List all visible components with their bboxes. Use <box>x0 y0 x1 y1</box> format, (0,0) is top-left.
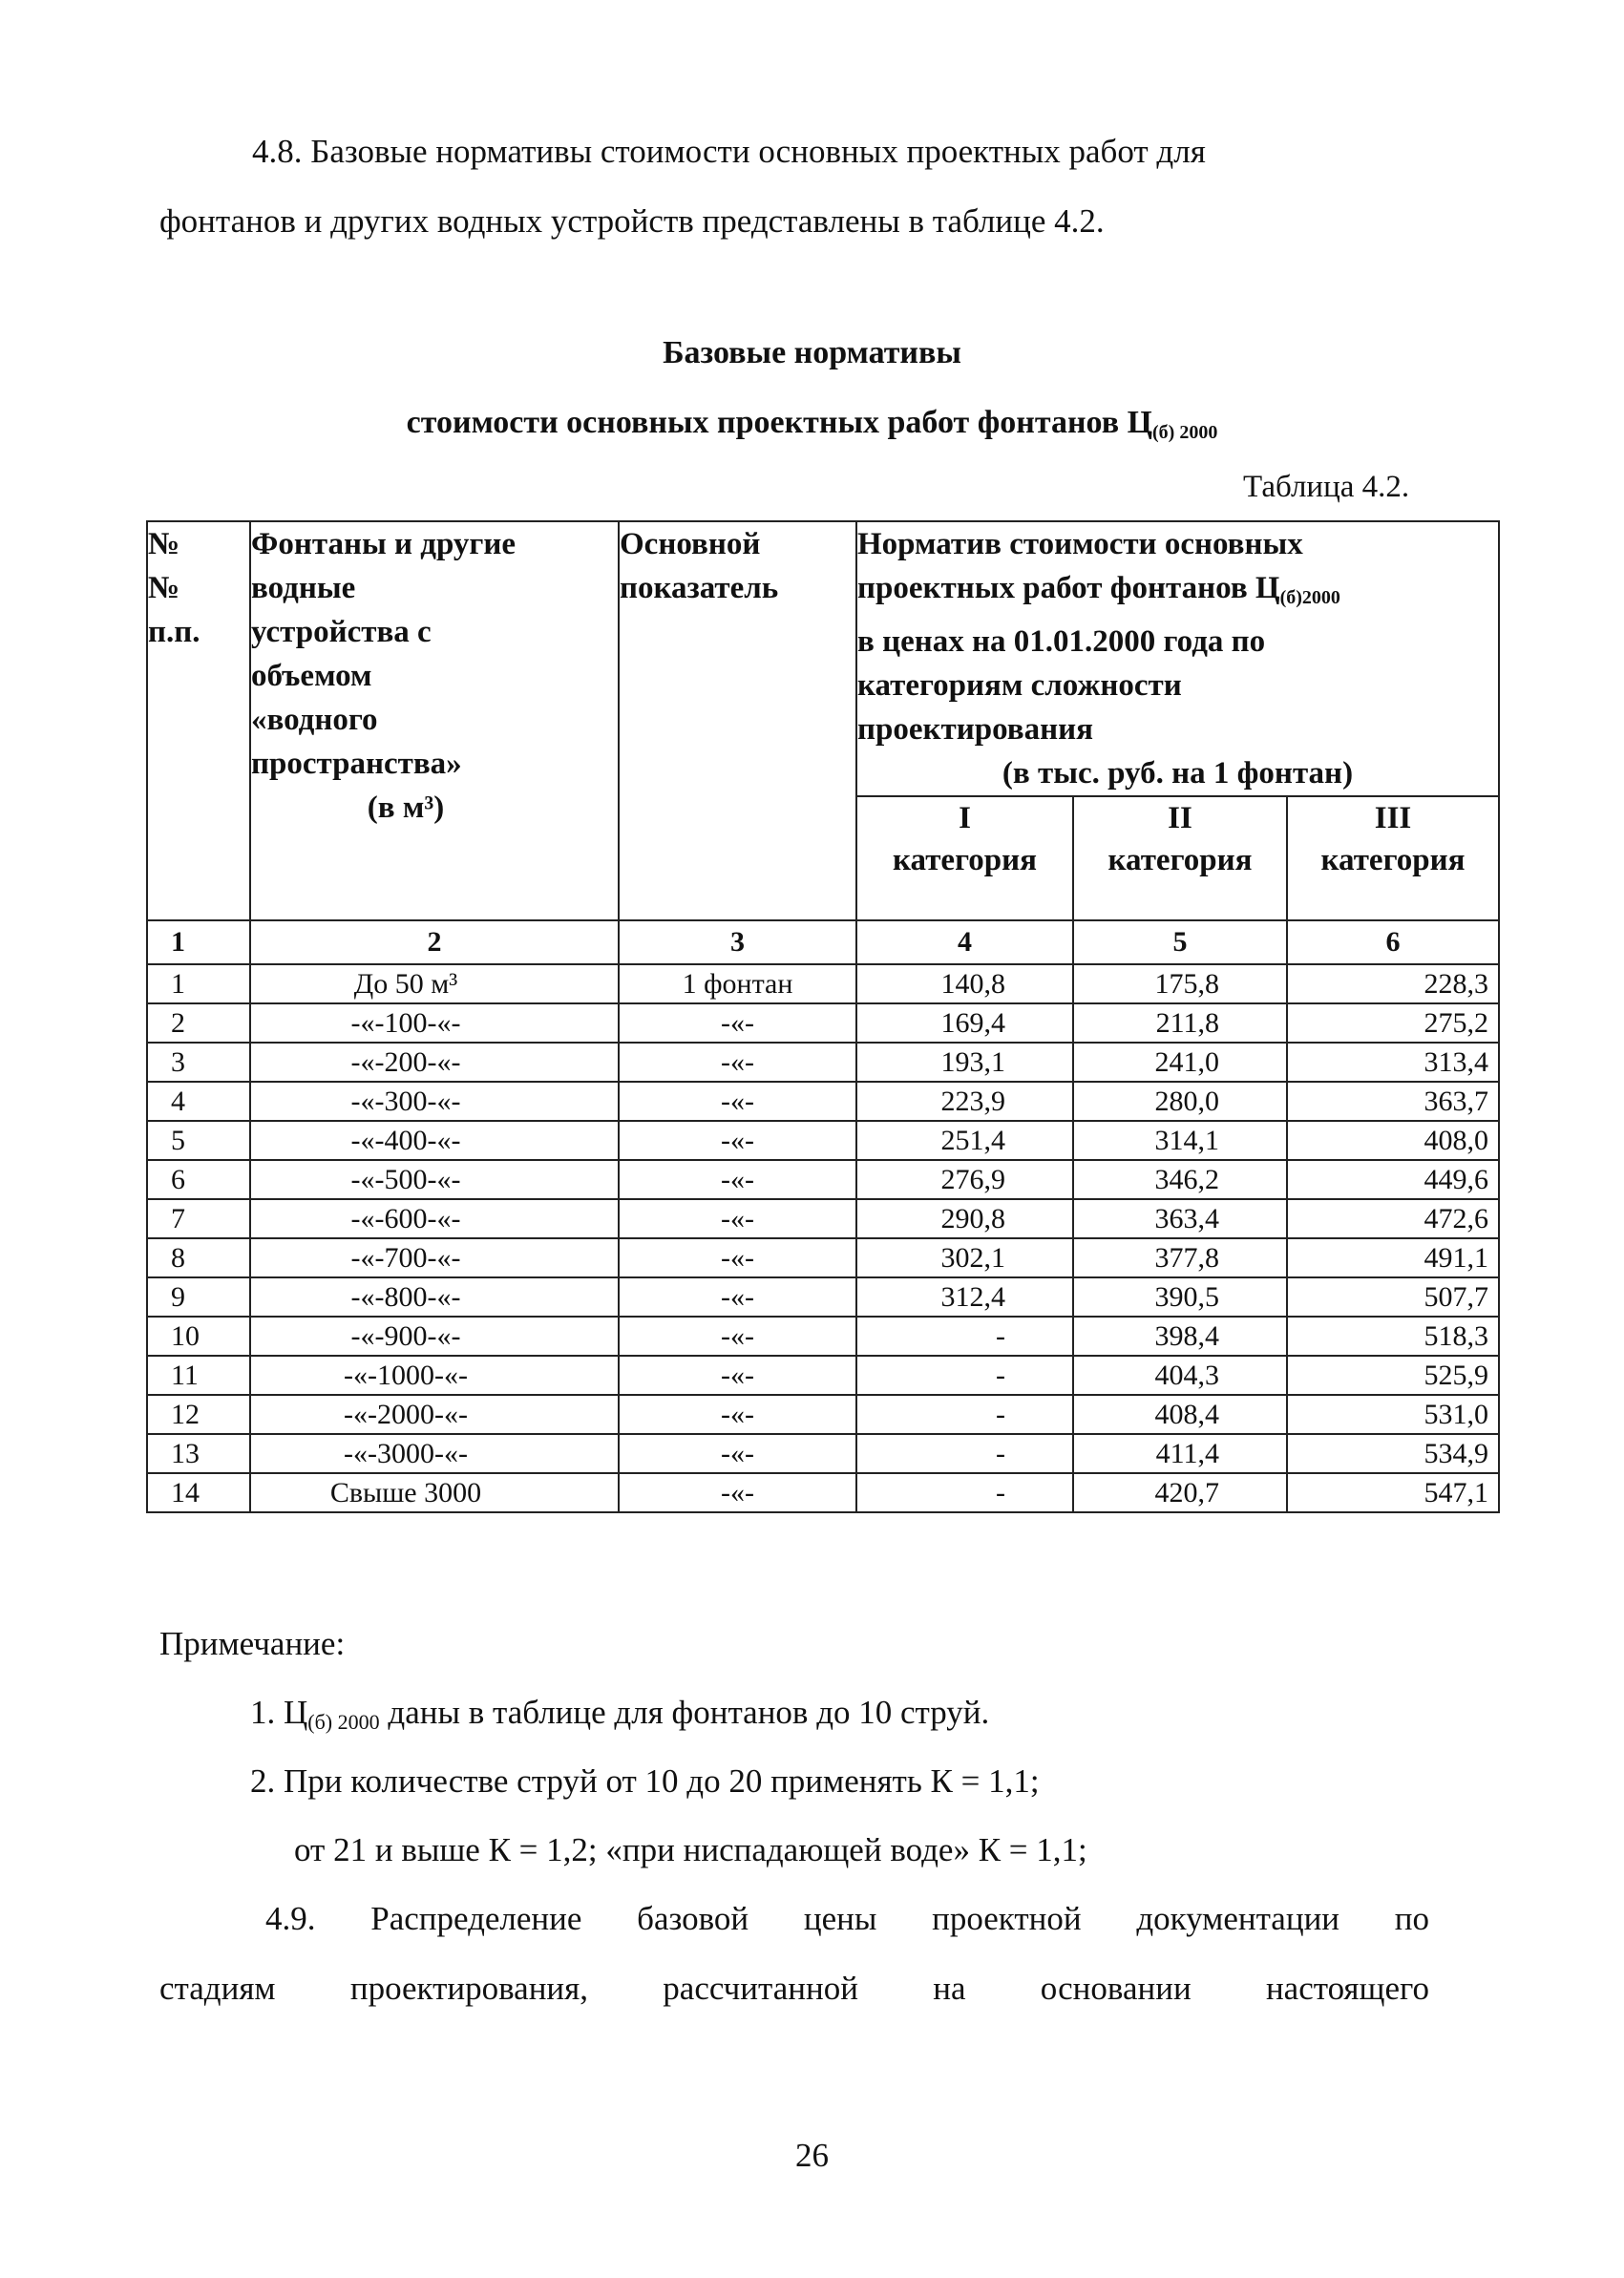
row-volume: -«-100-«- <box>250 1003 619 1043</box>
row-indicator: 1 фонтан <box>619 964 856 1003</box>
header-category-2: II категория <box>1073 796 1287 920</box>
row-volume: -«-300-«- <box>250 1082 619 1121</box>
row-category-3: 518,3 <box>1287 1317 1499 1356</box>
row-category-3: 534,9 <box>1287 1434 1499 1473</box>
table-row <box>147 1003 1499 1043</box>
row-indicator: -«- <box>619 1277 856 1317</box>
row-number: 5 <box>147 1121 250 1160</box>
column-number: 4 <box>856 920 1073 964</box>
row-category-3: 507,7 <box>1287 1277 1499 1317</box>
row-category-2: 411,4 <box>1073 1434 1287 1473</box>
row-category-3: 363,7 <box>1287 1082 1499 1121</box>
row-indicator: -«- <box>619 1082 856 1121</box>
note-3: от 21 и выше К = 1,2; «при ниспадающей воде» К = 1,1; <box>294 1831 1087 1868</box>
row-category-2: 314,1 <box>1073 1121 1287 1160</box>
row-category-3: 547,1 <box>1287 1473 1499 1512</box>
row-category-3: 531,0 <box>1287 1395 1499 1434</box>
row-volume: -«-700-«- <box>250 1238 619 1277</box>
row-number: 7 <box>147 1199 250 1238</box>
header-category-1: I категория <box>856 796 1073 920</box>
row-category-1: 223,9 <box>856 1082 1073 1121</box>
row-volume: -«-1000-«- <box>250 1356 619 1395</box>
row-volume: -«-800-«- <box>250 1277 619 1317</box>
row-number: 11 <box>147 1356 250 1395</box>
row-category-1: 290,8 <box>856 1199 1073 1238</box>
row-number: 14 <box>147 1473 250 1512</box>
column-number: 6 <box>1287 920 1499 964</box>
note-2: 2. При количестве струй от 10 до 20 применять К = 1,1; <box>250 1762 1040 1800</box>
row-category-2: 175,8 <box>1073 964 1287 1003</box>
row-category-1: 302,1 <box>856 1238 1073 1277</box>
intro-line-2: фонтанов и других водных устройств представлены в таблице 4.2. <box>159 202 1105 240</box>
row-category-1: 193,1 <box>856 1043 1073 1082</box>
row-volume: -«-900-«- <box>250 1317 619 1356</box>
header-volume-unit: (в м³) <box>367 791 445 825</box>
row-category-2: 390,5 <box>1073 1277 1287 1317</box>
column-number: 3 <box>619 920 856 964</box>
row-number: 1 <box>147 964 250 1003</box>
row-volume: -«-200-«- <box>250 1043 619 1082</box>
table-title-line-2 <box>0 405 1624 444</box>
row-indicator: -«- <box>619 1043 856 1082</box>
row-category-1: - <box>856 1317 1073 1356</box>
column-number: 2 <box>250 920 619 964</box>
row-category-2: 420,7 <box>1073 1473 1287 1512</box>
row-indicator: -«- <box>619 1395 856 1434</box>
row-number: 6 <box>147 1160 250 1199</box>
row-indicator: -«- <box>619 1473 856 1512</box>
table-row <box>147 1238 1499 1277</box>
header-category-3: III категория <box>1287 796 1499 920</box>
row-category-3: 408,0 <box>1287 1121 1499 1160</box>
note-1: 1. $Ц_{(б) 2000}$ даны в таблице для фонтанов до 10 струй. <box>250 1694 990 1734</box>
column-number: 1 <box>147 920 250 964</box>
row-indicator: -«- <box>619 1238 856 1277</box>
table-header-row <box>147 521 1499 796</box>
table-row <box>147 1277 1499 1317</box>
row-indicator: -«- <box>619 1317 856 1356</box>
page-number: 26 <box>795 2137 829 2174</box>
row-category-1: 312,4 <box>856 1277 1073 1317</box>
row-category-1: - <box>856 1434 1073 1473</box>
row-volume: -«-400-«- <box>250 1121 619 1160</box>
row-category-2: 363,4 <box>1073 1199 1287 1238</box>
row-category-2: 241,0 <box>1073 1043 1287 1082</box>
table-row <box>147 1356 1499 1395</box>
row-number: 8 <box>147 1238 250 1277</box>
row-number: 10 <box>147 1317 250 1356</box>
row-category-1: 276,9 <box>856 1160 1073 1199</box>
row-category-1: 251,4 <box>856 1121 1073 1160</box>
header-cost-norm: Норматив стоимости основных проектных работ фонтанов Ц(б)2000 в ценах на 01.01.2000 года по категориям сложности проектирования (в тыс. руб. на 1 фонтан) <box>856 521 1499 796</box>
table-row <box>147 1043 1499 1082</box>
row-category-3: 228,3 <box>1287 964 1499 1003</box>
column-number-row <box>147 920 1499 964</box>
table-title-subscript: (б) 2000 <box>1152 422 1218 443</box>
row-indicator: -«- <box>619 1356 856 1395</box>
table-body <box>147 964 1499 1512</box>
row-number: 4 <box>147 1082 250 1121</box>
table-row <box>147 1473 1499 1512</box>
section-4-9-line-1: 4.9. Распределение базовой цены проектной документации по <box>265 1900 1429 1937</box>
row-category-3: 313,4 <box>1287 1043 1499 1082</box>
header-indicator: Основной показатель <box>619 521 856 920</box>
header-cost-unit: (в тыс. руб. на 1 фонтан) <box>1002 756 1354 791</box>
table-row <box>147 964 1499 1003</box>
row-category-1: - <box>856 1473 1073 1512</box>
row-category-2: 280,0 <box>1073 1082 1287 1121</box>
header-fountain-volume: Фонтаны и другие водные устройства с объемом «водного пространства» (в м³) <box>250 521 619 920</box>
table-row <box>147 1199 1499 1238</box>
row-category-1: 140,8 <box>856 964 1073 1003</box>
row-indicator: -«- <box>619 1003 856 1043</box>
row-category-3: 472,6 <box>1287 1199 1499 1238</box>
row-number: 2 <box>147 1003 250 1043</box>
row-category-2: 408,4 <box>1073 1395 1287 1434</box>
row-category-3: 525,9 <box>1287 1356 1499 1395</box>
row-category-3: 449,6 <box>1287 1160 1499 1199</box>
table-label: Таблица 4.2. <box>1243 470 1410 504</box>
notes-title: Примечание: <box>159 1625 346 1662</box>
row-number: 9 <box>147 1277 250 1317</box>
table-title-line-1: Базовые нормативы <box>663 335 961 370</box>
table-row <box>147 1317 1499 1356</box>
row-category-2: 398,4 <box>1073 1317 1287 1356</box>
row-category-1: 169,4 <box>856 1003 1073 1043</box>
row-number: 12 <box>147 1395 250 1434</box>
row-indicator: -«- <box>619 1199 856 1238</box>
intro-line-1: 4.8. Базовые нормативы стоимости основных проектных работ для <box>252 133 1206 170</box>
row-volume: -«-500-«- <box>250 1160 619 1199</box>
row-category-1: - <box>856 1356 1073 1395</box>
row-category-2: 346,2 <box>1073 1160 1287 1199</box>
table-row <box>147 1160 1499 1199</box>
table-title-line-2-main: стоимости основных проектных работ фонтанов Ц <box>406 405 1153 440</box>
header-number: № № п.п. <box>147 521 250 920</box>
row-volume: До 50 м³ <box>250 964 619 1003</box>
row-category-2: 211,8 <box>1073 1003 1287 1043</box>
row-volume: -«-2000-«- <box>250 1395 619 1434</box>
row-volume: -«-3000-«- <box>250 1434 619 1473</box>
row-number: 3 <box>147 1043 250 1082</box>
row-category-2: 404,3 <box>1073 1356 1287 1395</box>
norms-table <box>146 520 1500 1513</box>
row-category-3: 491,1 <box>1287 1238 1499 1277</box>
row-volume: Свыше 3000 <box>250 1473 619 1512</box>
row-indicator: -«- <box>619 1434 856 1473</box>
row-volume: -«-600-«- <box>250 1199 619 1238</box>
row-indicator: -«- <box>619 1121 856 1160</box>
row-category-3: 275,2 <box>1287 1003 1499 1043</box>
table-row <box>147 1121 1499 1160</box>
row-category-1: - <box>856 1395 1073 1434</box>
section-4-9-line-2: стадиям проектирования, рассчитанной на основании настоящего <box>159 1970 1429 2007</box>
table-row <box>147 1395 1499 1434</box>
column-number: 5 <box>1073 920 1287 964</box>
row-indicator: -«- <box>619 1160 856 1199</box>
row-number: 13 <box>147 1434 250 1473</box>
row-category-2: 377,8 <box>1073 1238 1287 1277</box>
table-row <box>147 1434 1499 1473</box>
table-row <box>147 1082 1499 1121</box>
